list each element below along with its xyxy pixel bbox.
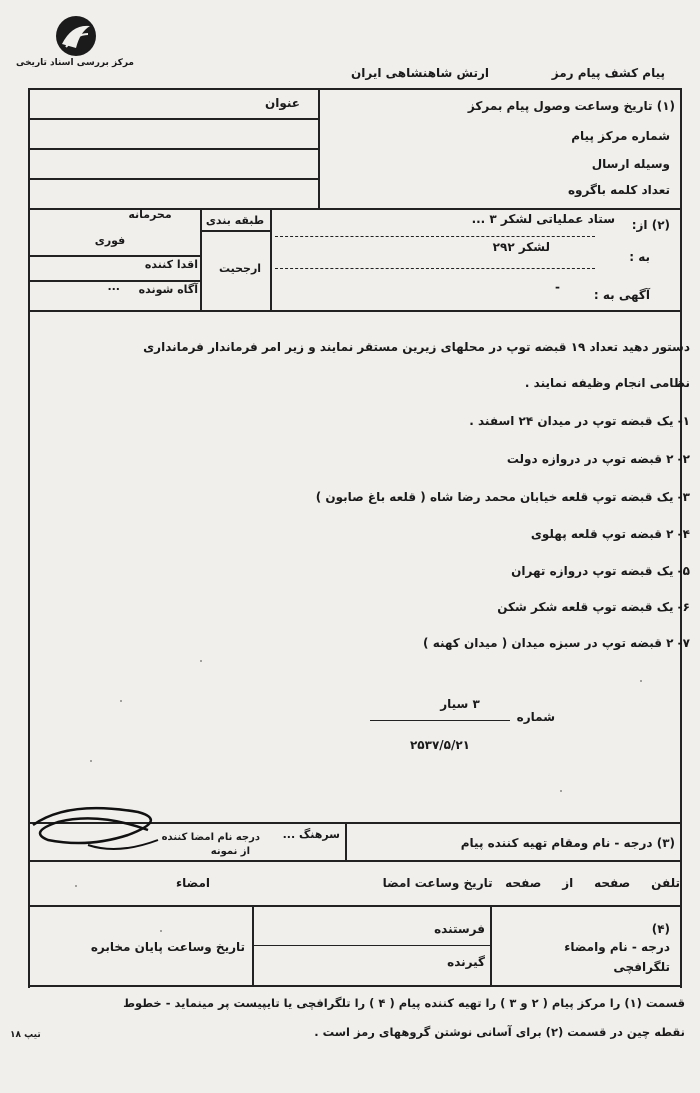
approve-label: از نمونه (210, 846, 250, 857)
part4-telegraph-label: تلگرافچی (613, 960, 670, 974)
word-count-label: تعداد کلمه باگروه (567, 183, 670, 197)
message-intro-line1: دستور دهید تعداد ۱۹ قبضه توپ در محلهای زیرین مستقر نمایند و زیر امر فرماندار فرمانداری (143, 340, 690, 354)
note-line2: نقطه چین در قسمت (۲) برای آسانی نوشتن گروههای رمز است . (314, 1025, 685, 1039)
informed-label: آگاه شونده (138, 283, 198, 296)
message-item-3: ۳- یک قبضه توپ قلعه خیابان محمد رضا شاه ( قلعه باغ صابون ) (315, 490, 690, 504)
secret-label: محرمانه (128, 208, 172, 221)
message-item-1: ۱- یک قبضه توپ در میدان ۲۴ اسفند . (469, 414, 690, 428)
receipt-time-label: (۱) تاریخ وساعت وصول پیام بمرکز (467, 99, 675, 113)
info-label: آگهی به : (593, 288, 650, 302)
message-item-6: ۶- یک قبضه توپ قلعه شکر شکن (497, 600, 690, 614)
archive-logo (52, 14, 100, 58)
precedence-value: فوری (94, 234, 126, 247)
message-item-4: ۴- ۲ قبضه توپ قلعه پهلوی (530, 527, 690, 541)
signature-icon (28, 800, 168, 860)
message-number-label: شماره (516, 710, 555, 724)
header-right-title: پیام کشف پیام رمز (551, 66, 665, 80)
to-value: لشکر ۲۹۲ (492, 240, 550, 254)
message-item-5: ۵- یک قبضه توپ دروازه تهران (511, 564, 690, 578)
informed-value: ... (107, 280, 120, 293)
center-number-label: شماره مرکز پیام (571, 129, 670, 143)
archive-caption: مرکز بررسی اسناد تاریخی (15, 58, 135, 68)
receiver-label: گیرنده (447, 955, 485, 969)
part4-label: (۴) (651, 922, 670, 936)
signer-name: سرهنگ ... (282, 828, 340, 841)
from-label: (۲) از: (631, 218, 670, 232)
message-item-2: ۲- ۲ قبضه توپ در دروازه دولت (506, 452, 690, 466)
to-label: به : (629, 250, 650, 264)
approver-label: درجه نام امضا کننده (161, 832, 260, 843)
title-label: عنوان (265, 96, 300, 110)
from-value: ستاد عملیاتی لشکر ۳ ... (471, 212, 615, 226)
sign-label: امضاء (175, 876, 210, 890)
note-line1: قسمت (۱) را مرکز پیام ( ۲ و ۳ ) را تهیه کننده پیام ( ۴ ) را تلگرافچی یا تایپیست پر مینماید - خطوط (123, 996, 685, 1010)
message-date: ۲۵۳۷/۵/۲۱ (409, 738, 471, 752)
action-label: اقدا کننده (144, 258, 198, 271)
part4-rank-label: درجه - نام وامضاء (564, 940, 670, 954)
sender-label: فرستنده (434, 922, 485, 936)
corner-mark: تیپ ۱۸ (10, 1030, 41, 1040)
message-item-7: ۷- ۲ قبضه توپ در سبزه میدان ( میدان کهنه ) (423, 636, 690, 650)
phone-row: تلفن صفحه از صفحه تاریخ وساعت امضا (382, 876, 680, 890)
info-value: - (555, 280, 560, 294)
classification-label: طبقه بندی (205, 214, 265, 227)
message-number-value: ۳ سیار (440, 697, 480, 711)
message-intro-line2: نظامی انجام وظیفه نمایند . (524, 376, 690, 390)
header-left-title: ارتش شاهنشاهی ایران (351, 66, 489, 80)
precedence-label: ارجحیت (218, 262, 262, 275)
exchange-end-label: تاریخ وساعت پایان مخابره (90, 940, 245, 954)
prep-label: (۳) درجه - نام ومقام تهیه کننده پیام (460, 836, 675, 850)
archive-emblem-icon (52, 14, 100, 58)
send-means-label: وسیله ارسال (591, 157, 670, 171)
